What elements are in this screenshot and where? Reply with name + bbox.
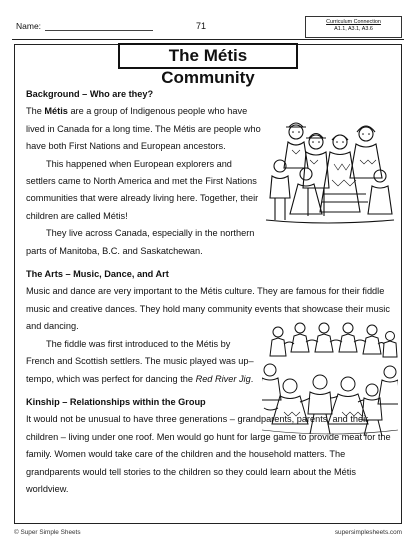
background-paragraph-3: They live across Canada, especially in the northern parts of Manitoba, B.C. and Saskatchewan. (26, 228, 255, 256)
name-label: Name: (16, 21, 42, 31)
curriculum-title: Curriculum Connection (326, 19, 381, 25)
name-field[interactable] (16, 21, 153, 31)
page-title: The Métis Community (118, 43, 298, 69)
footer-copyright: © Super Simple Sheets (14, 529, 81, 536)
background-paragraph-2: This happened when European explorers and settlers came to North America and met the First Nations communities that were already living here. Together, their children are called Métis! (26, 158, 259, 221)
name-line[interactable] (45, 22, 153, 31)
arts-paragraph-1: Music and dance are very important to the Métis culture. They are famous for their fiddle music and creative dances. They hold many community events that showcase their music and dancing. (26, 286, 390, 332)
header-rule (12, 39, 404, 40)
red-river-jig: Red River Jig (195, 373, 251, 384)
kinship-heading: Kinship – Relationships within the Group (26, 396, 206, 407)
background-heading: Background – Who are they? (26, 89, 154, 99)
page-number: 71 (196, 21, 207, 31)
kinship-paragraph-1: It would not be unusual to have three generations – grandparents, parents, and their children – living under one roof. Men would go hunt for large game to provide meat for the family. Women would take care of the children and the household matters. The grandparents would tell stories to the children so they could learn about the Métis worldview. (26, 414, 391, 494)
arts-paragraph-2: The fiddle was first introduced to the Métis by French and Scottish settlers. The music played was up–tempo, which was perfect for dancing the Red River Jig. (26, 338, 254, 384)
metis-bold-term: Métis (44, 106, 68, 117)
arts-heading: The Arts – Music, Dance, and Art (26, 269, 169, 280)
footer-website: supersimplesheets.com (334, 529, 402, 536)
curriculum-codes: A1.1, A3.1, A3.6 (334, 25, 373, 32)
article-body (26, 86, 394, 498)
curriculum-connection-box (305, 16, 402, 38)
background-paragraph-1: The Métis are a group of Indigenous people who have lived in Canada for a long time. The Métis are people who have both First Nations and European ancestors. (26, 106, 261, 152)
